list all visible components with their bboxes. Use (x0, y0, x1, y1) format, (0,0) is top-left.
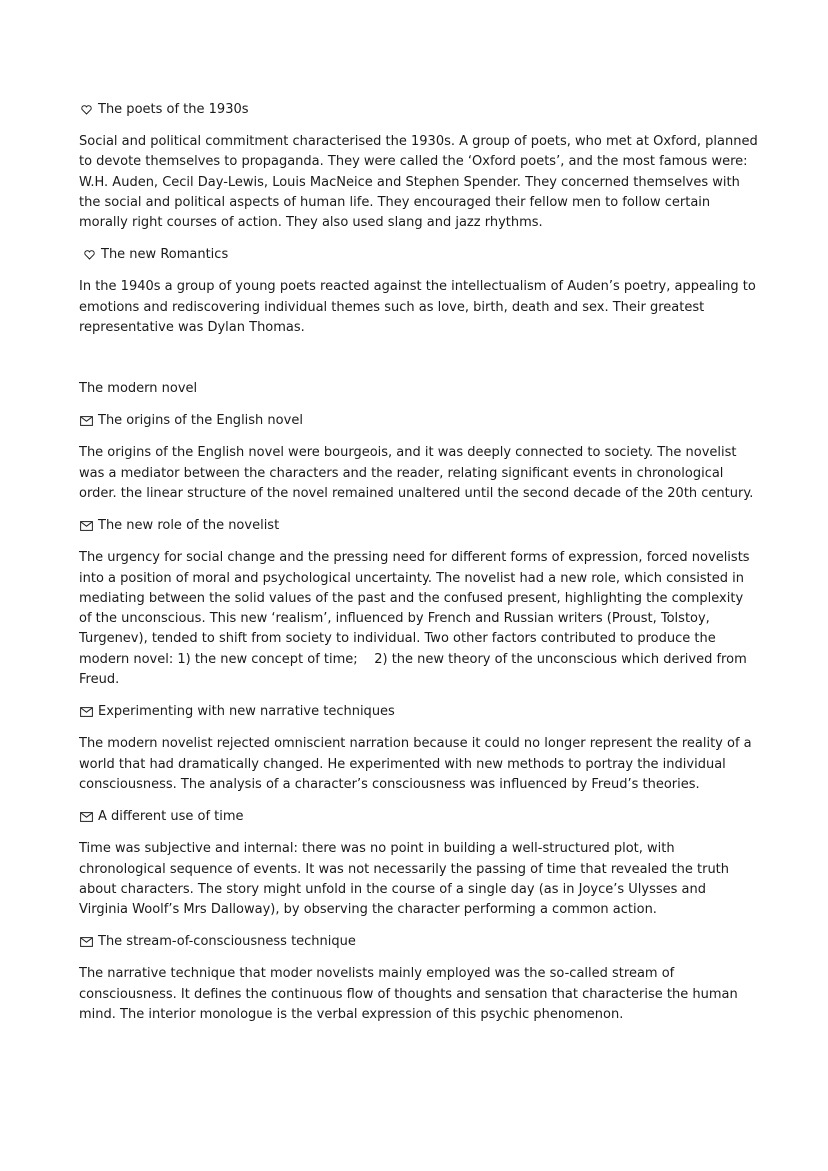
heading-text: The new Romantics (101, 247, 229, 263)
paragraph-stream: The narrative technique that moder novelists mainly employed was the so-called stream of consciousness. It defines the continuous flow of thoughts and sensation that characterise the human mind. The interior monologue is the verbal expression of this psychic phenomenon. (79, 966, 738, 1023)
paragraph-new-romantics: In the 1940s a group of young poets reacted against the intellectualism of Auden’s poetry, appealing to emotions and rediscovering individual themes such as love, birth, death and sex. Their greatest representative was Dylan Thomas. (79, 279, 756, 336)
heading-text: The new role of the novelist (98, 518, 280, 534)
paragraph-poets-1930s: Social and political commitment characterised the 1930s. A group of poets, who met at Oxford, planned to devote themselves to propaganda. They were called the ‘Oxford poets’, and the most famous were: W.H. Auden, Cecil Day-Lewis, Louis MacNeice and Stephen Spender. They concerned themselves with the social and political aspects of human life. They encouraged their fellow men to follow certain morally right courses of action. They also used slang and jazz rhythms. (79, 134, 758, 231)
paragraph-new-role: The urgency for social change and the pressing need for different forms of expression, forced novelists into a position of moral and psychological uncertainty. The novelist had a new role, which consisted in mediating between the solid values of the past and the confused present, highlighting the complexity of the unconscious. This new ‘realism’, influenced by French and Russian writers (Proust, Tolstoy, Turgenev), tended to shift from society to individual. Two other factors contributed to produce the modern novel: 1) the new concept of time; 2) the new theory of the unconscious which derived from Freud. (79, 550, 754, 688)
section-heading-time (79, 807, 759, 827)
envelope-icon (79, 414, 93, 428)
heading-text: A different use of time (98, 809, 244, 825)
heart-outline-icon (79, 103, 93, 117)
section-heading-stream (79, 932, 759, 952)
heading-text: The origins of the English novel (98, 413, 303, 429)
paragraph-origins: The origins of the English novel were bourgeois, and it was deeply connected to society. The novelist was a mediator between the characters and the reader, relating significant events in chronological order. the linear structure of the novel remained unaltered until the second decade of the 20th century. (79, 445, 754, 501)
heading-text: Experimenting with new narrative techniques (98, 704, 395, 720)
envelope-icon (79, 705, 93, 719)
document-page (79, 100, 759, 1025)
paragraph-experimenting: The modern novelist rejected omniscient narration because it could no longer represent the reality of a world that had dramatically changed. He experimented with new methods to portray the individual consciousness. The analysis of a character’s consciousness was influenced by Freud’s theories. (79, 736, 752, 792)
section-heading-experimenting (79, 702, 759, 722)
heading-text: The stream-of-consciousness technique (98, 934, 356, 950)
envelope-icon (79, 810, 93, 824)
section-heading-poets-1930s (79, 100, 759, 120)
paragraph-time: Time was subjective and internal: there was no point in building a well-structured plot, with chronological sequence of events. It was not necessarily the passing of time that revealed the truth about characters. The story might unfold in the course of a single day (as in Joyce’s Ulysses and Virginia Woolf’s Mrs Dalloway), by observing the character performing a common action. (79, 841, 730, 918)
envelope-icon (79, 519, 93, 533)
heading-text: The poets of the 1930s (98, 102, 249, 117)
section-heading-new-romantics (79, 245, 759, 265)
chapter-title-modern-novel: The modern novel (79, 381, 198, 397)
section-heading-origins (79, 411, 759, 431)
envelope-icon (79, 935, 93, 949)
section-heading-new-role (79, 516, 759, 536)
heart-outline-icon (82, 248, 96, 262)
